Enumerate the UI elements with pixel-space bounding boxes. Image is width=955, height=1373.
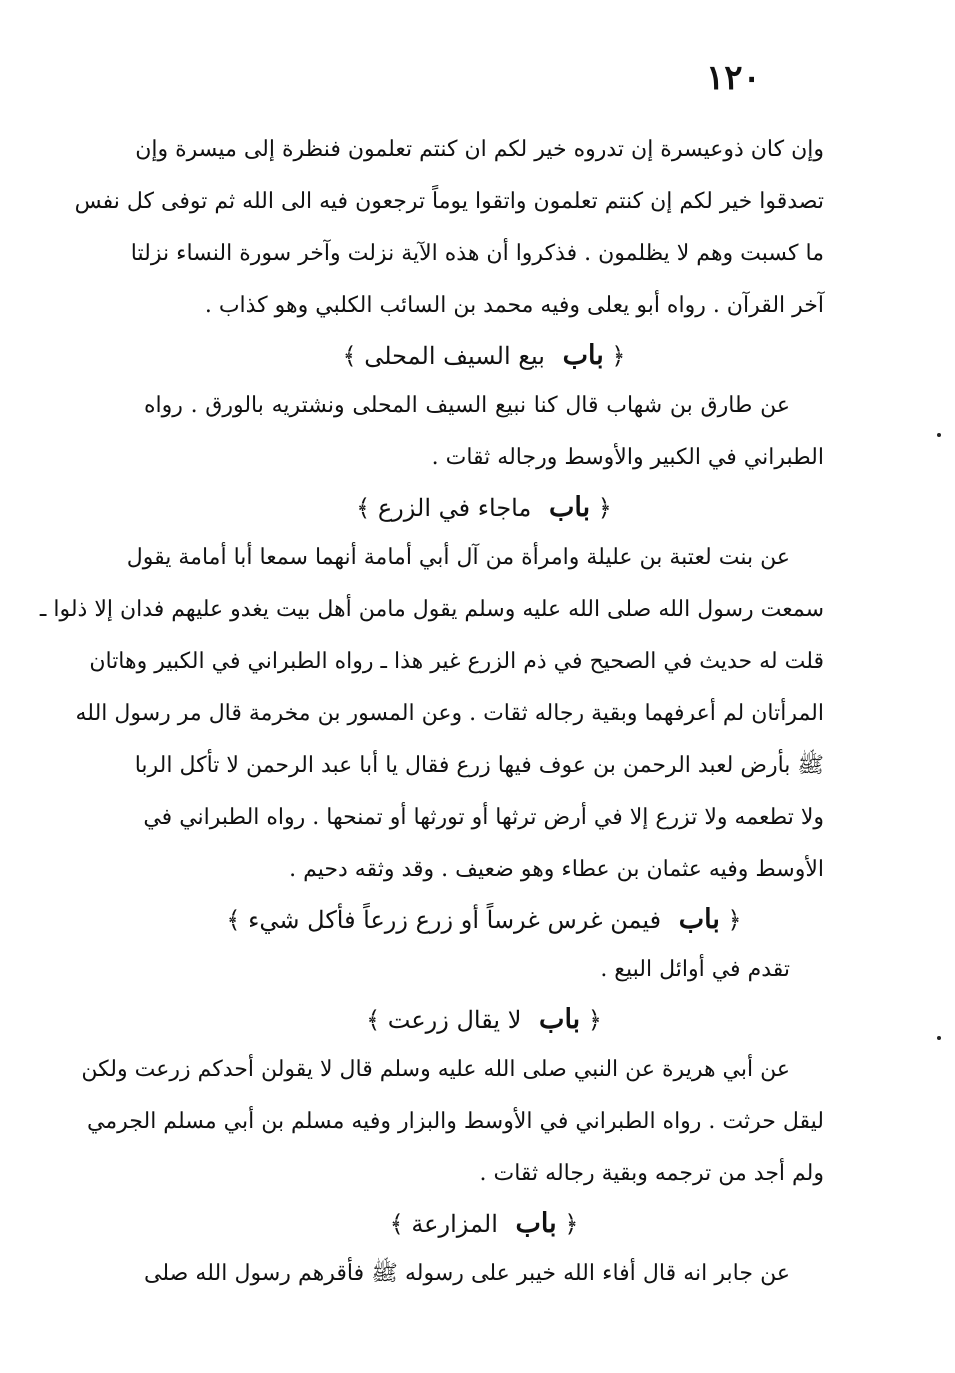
heading-bracket-open: ﴿ bbox=[597, 494, 612, 522]
heading-bracket-close: ﴾ bbox=[342, 342, 357, 370]
text-line: المرأتان لم أعرفهما وبقية رجاله ثقات . وعن المسور بن مخرمة قال مر رسول الله bbox=[75, 701, 824, 726]
heading-bracket-open: ﴿ bbox=[564, 1210, 579, 1238]
heading-title: لا يقال زرعت bbox=[387, 1006, 522, 1034]
heading-title: المزارعة bbox=[411, 1210, 498, 1238]
text-line: تقدم في أوائل البيع . bbox=[600, 957, 790, 982]
page-number: ١٢٠ bbox=[706, 58, 761, 98]
heading-title: فيمن غرس غرساً أو زرع زرعاً فأكل شيء bbox=[248, 906, 662, 934]
heading-bab-label: باب bbox=[515, 1208, 557, 1239]
heading-bracket-open: ﴿ bbox=[611, 342, 626, 370]
text-line: الأوسط وفيه عثمان بن عطاء وهو ضعيف . وقد وثقه دحيم . bbox=[289, 857, 824, 882]
heading-bab-label: باب bbox=[539, 1004, 581, 1035]
section-heading bbox=[144, 484, 824, 532]
text-line: ولم أجد من ترجمه وبقية رجاله ثقات . bbox=[479, 1161, 824, 1186]
heading-title: ماجاء في الزرع bbox=[377, 494, 532, 522]
text-line: وإن كان ذوعيسرة إن تدروه خير لكم ان كنتم تعلمون فنظرة إلى ميسرة وإن bbox=[135, 137, 824, 162]
text-line: ما كسبت وهم لا يظلمون . فذكروا أن هذه الآية نزلت وآخر سورة النساء نزلتا bbox=[130, 241, 824, 266]
text-line: عن أبي هريرة عن النبي صلى الله عليه وسلم قال لا يقولن أحدكم زرعت ولكن bbox=[81, 1057, 790, 1082]
heading-bracket-close: ﴾ bbox=[356, 494, 371, 522]
text-line: قلت له حديث في الصحيح في ذم الزرع غير هذا ـ رواه الطبراني في الكبير وهاتان bbox=[89, 649, 824, 674]
heading-bracket-close: ﴾ bbox=[366, 1006, 381, 1034]
text-line: عن طارق بن شهاب قال كنا نبيع السيف المحلى ونشتريه بالورق . رواه bbox=[144, 393, 790, 418]
text-line: ليقل حرثت . رواه الطبراني في الأوسط والبزار وفيه مسلم بن أبي مسلم الجرمي bbox=[87, 1109, 824, 1134]
heading-bracket-open: ﴿ bbox=[587, 1006, 602, 1034]
text-line: عن بنت لعتبة بن عليلة وامرأة من آل أبي أمامة أنهما سمعا أبا أمامة يقول bbox=[126, 545, 790, 570]
text-line: سمعت رسول الله صلى الله عليه وسلم يقول مامن أهل بيت يغدو عليهم فدان إلا ذلوا ـ bbox=[39, 597, 824, 622]
text-line: ﷺ بأرض لعبد الرحمن بن عوف فيها زرع فقال يا أبا عبد الرحمن لا تأكل الربا bbox=[134, 753, 824, 778]
text-line: تصدقوا خير لكم إن كنتم تعلمون واتقوا يوماً ترجعون فيه الى الله ثم توفى كل نفس bbox=[74, 189, 824, 214]
heading-title: بيع السيف المحلى bbox=[364, 342, 545, 370]
text-line: آخر القرآن . رواه أبو يعلى وفيه محمد بن السائب الكلبي وهو كذاب . bbox=[204, 293, 824, 318]
heading-bracket-close: ﴾ bbox=[226, 906, 241, 934]
section-heading bbox=[144, 332, 824, 380]
page-body bbox=[39, 124, 824, 1300]
section-heading bbox=[144, 896, 824, 944]
section-heading bbox=[144, 996, 824, 1044]
heading-bracket-open: ﴿ bbox=[727, 906, 742, 934]
margin-dot bbox=[937, 433, 941, 437]
heading-bracket-close: ﴾ bbox=[389, 1210, 404, 1238]
text-line: ولا تطعمه ولا تزرع إلا في أرض ترثها أو تورثها أو تمنحها . رواه الطبراني في bbox=[143, 805, 824, 830]
heading-bab-label: باب bbox=[548, 492, 591, 523]
text-line: الطبراني في الكبير والأوسط ورجاله ثقات . bbox=[431, 445, 824, 470]
heading-bab-label: باب bbox=[562, 340, 604, 371]
text-line: عن جابر انه قال أفاء الله خيبر على رسوله ﷺ فأقرهم رسول الله صلى bbox=[144, 1261, 790, 1286]
margin-dot bbox=[937, 1036, 941, 1040]
heading-bab-label: باب bbox=[678, 904, 720, 935]
section-heading bbox=[144, 1200, 824, 1248]
